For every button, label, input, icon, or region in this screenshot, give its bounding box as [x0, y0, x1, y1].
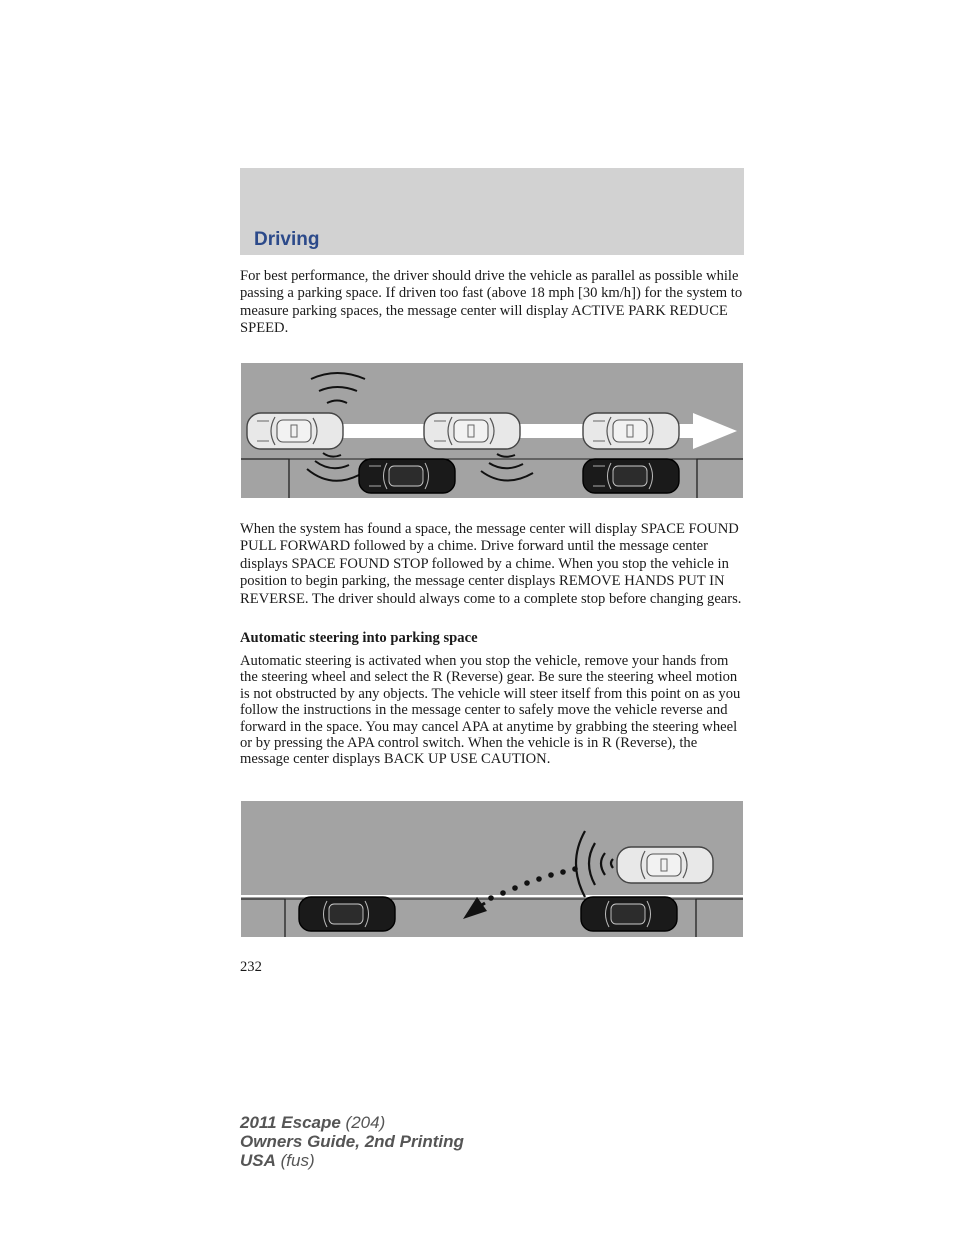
section-header [240, 168, 744, 255]
paragraph-automatic-steering: Automatic steering is activated when you stop the vehicle, remove your hands from the steering wheel and select the R (Reverse) gear. Be sure the steering wheel motion is not obstructed by any objects. The vehicle will steer itself from this point on as you follow the instructions in the message center to safely move the vehicle reverse and forward in the space. You may cancel APA at anytime by grabbing the steering wheel or by pressing the APA control switch. When the vehicle is in R (Reverse), the message center displays BACK UP USE CAUTION. [240, 653, 741, 768]
document-footer [240, 1113, 464, 1170]
parked-car [581, 897, 677, 931]
moving-car [424, 413, 520, 449]
footer-line-region: USA (fus) [240, 1151, 315, 1170]
parked-car [583, 459, 679, 493]
page-number: 232 [240, 959, 262, 975]
figure-reversing-into-space [241, 801, 743, 937]
moving-car [247, 413, 343, 449]
moving-car [617, 847, 713, 883]
paragraph-space-found: When the system has found a space, the message center will display SPACE FOUND PULL FORWARD followed by a chime. Drive forward until the message center displays SPACE FOUND STOP followed by a chime. When you stop the vehicle in position to begin parking, the message center displays REMOVE HANDS PUT IN REVERSE. The driver should always come to a complete stop before changing gears. [240, 521, 742, 607]
moving-car [583, 413, 679, 449]
figure-passing-parking-space [241, 363, 743, 498]
subheading-automatic-steering: Automatic steering into parking space [240, 630, 478, 646]
footer-line-model: 2011 Escape (204) [240, 1113, 386, 1132]
paragraph-driving-parallel: For best performance, the driver should drive the vehicle as parallel as possible while passing a parking space. If driven too fast (above 18 mph [30 km/h]) for the system to measure parking spaces, the message center will display ACTIVE PARK REDUCE SPEED. [240, 268, 743, 337]
footer-line-guide: Owners Guide, 2nd Printing [240, 1132, 464, 1151]
parked-car [299, 897, 395, 931]
section-title: Driving [254, 229, 320, 250]
parked-car [359, 459, 455, 493]
